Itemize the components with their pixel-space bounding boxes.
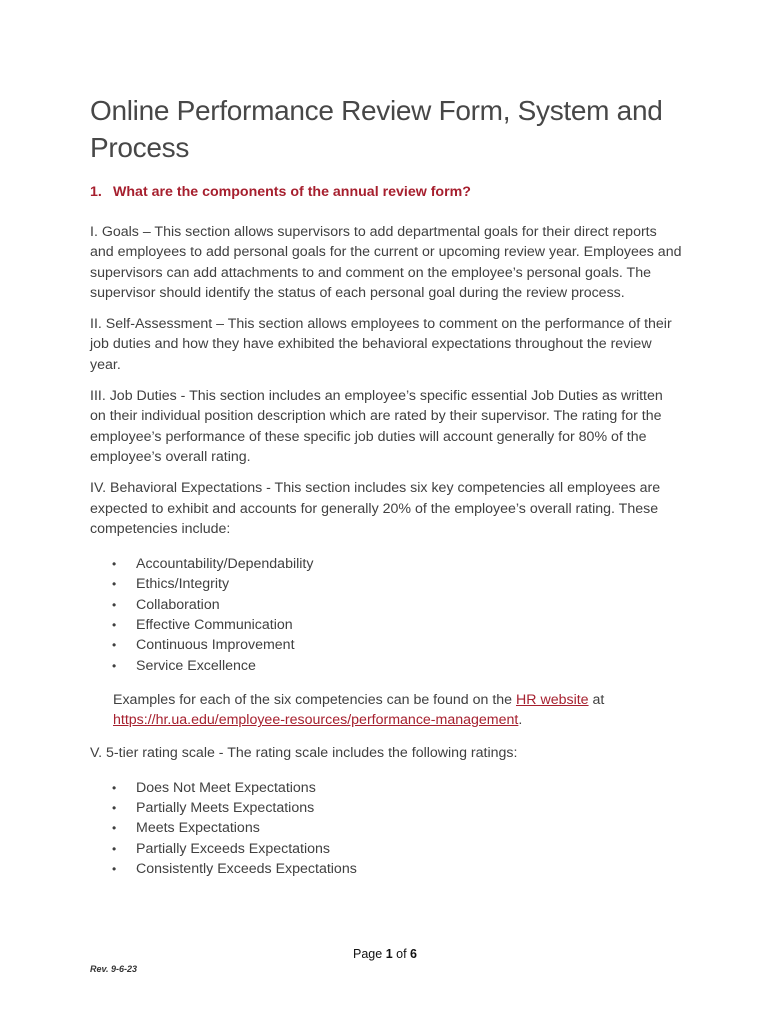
page-number-footer: [0, 947, 770, 961]
list-item-label: Collaboration: [136, 596, 220, 613]
list-item-label: Effective Communication: [136, 617, 293, 634]
examples-suffix: .: [518, 712, 523, 729]
total-pages-number: 6: [410, 947, 417, 961]
list-item: [112, 554, 682, 574]
examples-paragraph: [113, 690, 682, 731]
question-number: 1.: [90, 184, 102, 200]
examples-prefix: Examples for each of the six competencies can be found on the: [113, 691, 517, 708]
of-word: of: [396, 947, 407, 961]
list-item: [112, 818, 682, 838]
bullet-icon: •: [112, 638, 117, 653]
list-item: [112, 859, 682, 879]
list-item: [112, 798, 682, 818]
bullet-icon: •: [112, 862, 117, 877]
list-item-label: Meets Expectations: [136, 820, 260, 837]
competencies-list: [90, 554, 682, 676]
list-item-label: Partially Exceeds Expectations: [136, 840, 330, 857]
rating-scale-paragraph: V. 5-tier rating scale - The rating scale includes the following ratings:: [90, 744, 518, 761]
goals-paragraph: I. Goals – This section allows supervisors to add departmental goals for their direct reports and employees to add personal goals for the current or upcoming review year. Employees and supervisors can add attachments to and comment on the employee’s personal goals. The supervisor should identify the status of each personal goal during the review process.: [90, 224, 682, 301]
page-title: Online Performance Review Form, System and Process: [90, 95, 663, 163]
list-item: [112, 656, 682, 676]
revision-label: Rev. 9-6-23: [90, 964, 138, 974]
list-item: [112, 778, 682, 798]
list-item: [112, 839, 682, 859]
question-heading: [90, 182, 682, 202]
list-item: [112, 574, 682, 594]
list-item: [112, 635, 682, 655]
bullet-icon: •: [112, 801, 117, 816]
bullet-icon: •: [112, 658, 117, 673]
job-duties-paragraph: III. Job Duties - This section includes an employee’s specific essential Job Duties as written on their individual position description which are rated by their supervisor. The rating for the employee’s performance of these specific job duties will account generally for 80% of the employee’s overall rating.: [90, 388, 663, 465]
list-item-label: Does Not Meet Expectations: [136, 779, 316, 796]
current-page-number: 1: [385, 947, 393, 961]
examples-middle: at: [588, 691, 605, 708]
bullet-icon: •: [112, 780, 117, 795]
hr-website-link[interactable]: HR website: [516, 691, 589, 708]
bullet-icon: •: [112, 841, 117, 856]
bullet-icon: •: [112, 618, 117, 633]
self-assessment-paragraph: II. Self-Assessment – This section allows employees to comment on the performance of their job duties and how they have exhibited the behavioral expectations throughout the review year.: [90, 316, 672, 373]
list-item: [112, 595, 682, 615]
list-item-label: Ethics/Integrity: [136, 576, 230, 593]
bullet-icon: •: [112, 821, 117, 836]
behavioral-expectations-paragraph: IV. Behavioral Expectations - This section includes six key competencies all employees are expected to exhibit and accounts for generally 20% of the employee’s overall rating. These competencies include:: [90, 480, 661, 537]
performance-management-url-link[interactable]: https://hr.ua.edu/employee-resources/performance-management: [113, 712, 519, 729]
list-item: [112, 615, 682, 635]
bullet-icon: •: [112, 597, 117, 612]
document-content: [90, 92, 682, 893]
list-item-label: Service Excellence: [136, 657, 256, 674]
page-word: Page: [353, 947, 383, 961]
bullet-icon: •: [112, 557, 117, 572]
list-item-label: Consistently Exceeds Expectations: [136, 861, 357, 878]
ratings-list: [90, 778, 682, 879]
question-text: What are the components of the annual review form?: [113, 184, 471, 200]
bullet-icon: •: [112, 577, 117, 592]
list-item-label: Continuous Improvement: [136, 637, 295, 654]
list-item-label: Partially Meets Expectations: [136, 800, 315, 817]
list-item-label: Accountability/Dependability: [136, 556, 314, 573]
